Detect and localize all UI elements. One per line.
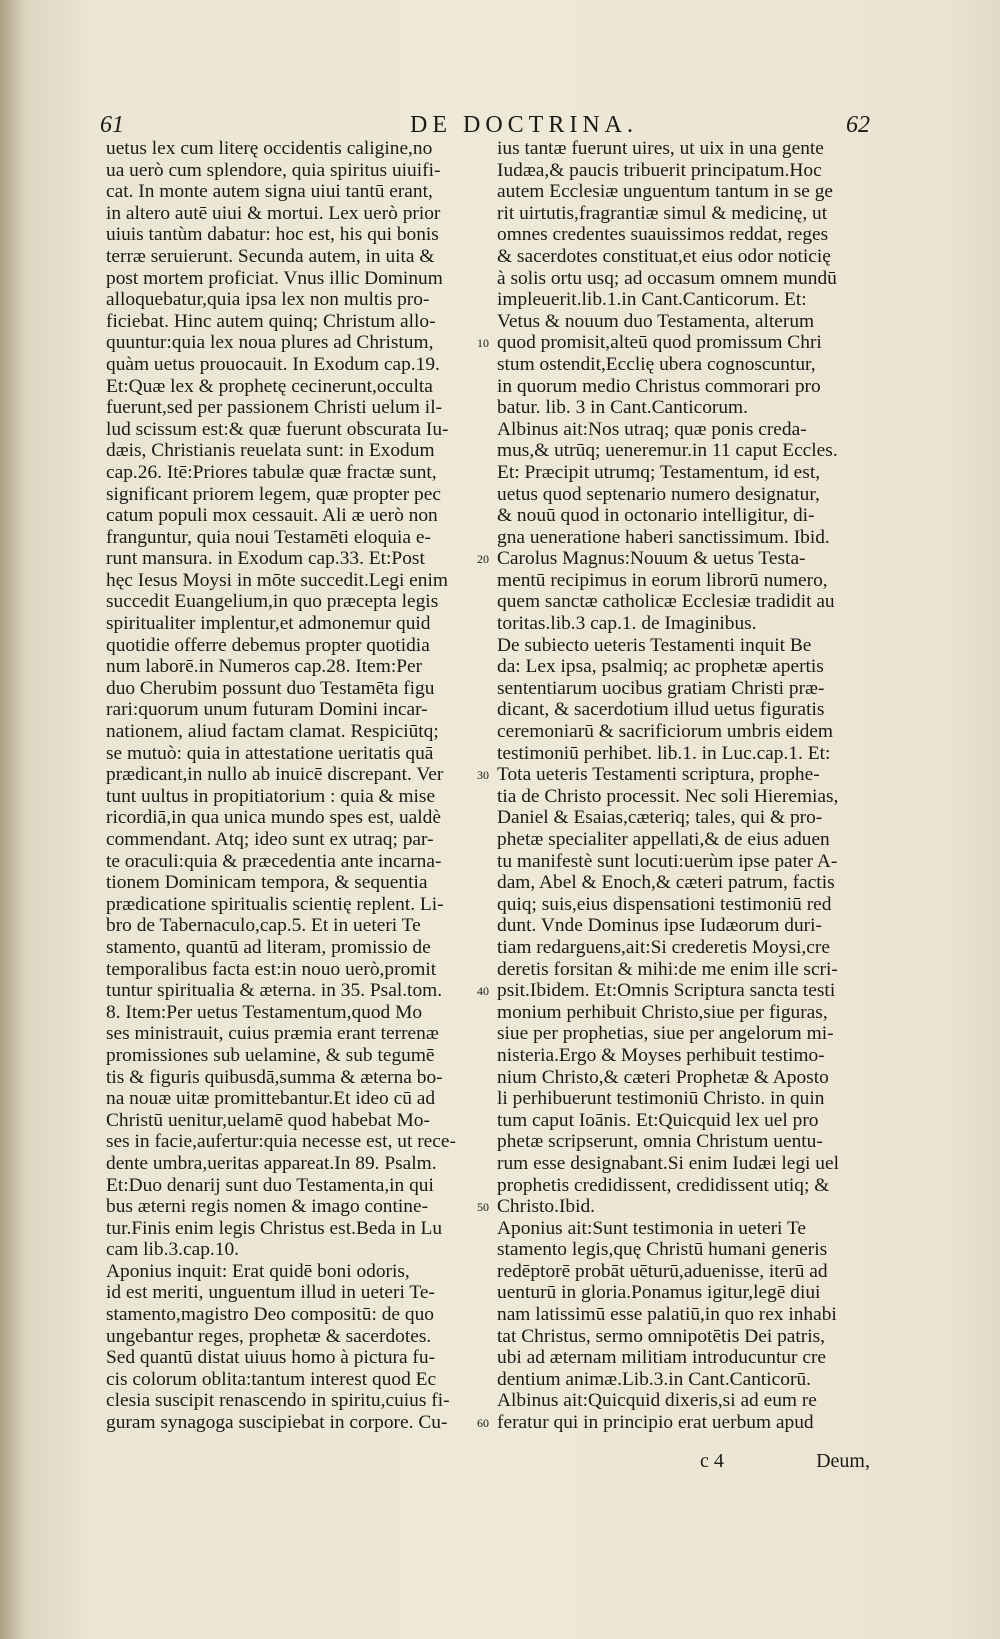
running-title: DE DOCTRINA. [410, 112, 638, 138]
text-line: tiam redarguens,ait:Si crederetis Moysi,cre [497, 936, 830, 958]
text-line: quod promisit,alteū quod promissum Chri [497, 332, 822, 354]
text-line: & sacerdotes constituat,et eius odor noticię [497, 245, 831, 267]
text-line: bro de Tabernaculo,cap.5. Et in ueteri Te [106, 915, 421, 937]
text-line: rum esse designabant.Si enim Iudæi legi uel [497, 1152, 839, 1174]
text-line: Tota ueteris Testamenti scriptura, prophe- [497, 764, 820, 786]
text-line: te oraculi:quia & præcedentia ante incarna- [106, 850, 442, 872]
catchword: Deum, [816, 1450, 870, 1472]
text-line: tu manifestè sunt locuti:uerùm ipse pater A- [497, 850, 838, 872]
left-page-number: 61 [100, 112, 124, 138]
text-line: rit uirtutis,fragrantiæ simul & medicinę, ut [497, 202, 828, 224]
text-line: id est meriti, unguentum illud in ueteri Te- [106, 1282, 435, 1304]
text-line: promissiones sub uelamine, & sub tegumē [106, 1044, 435, 1066]
text-line: clesia suscipit renascendo in spiritu,cuius fi- [106, 1390, 450, 1412]
text-line: cam lib.3.cap.10. [106, 1239, 239, 1261]
text-line: commendant. Atq; ideo sunt ex utraq; par- [106, 829, 434, 850]
text-line: phetæ specialiter appellati,& de eius aduen [497, 829, 830, 850]
text-line: post mortem proficiat. Vnus illic Dominum [106, 267, 443, 289]
text-line: uenturū in gloria.Ponamus igitur,legē diui [497, 1282, 821, 1304]
line-number: 10 [477, 336, 489, 351]
text-line: ius tantæ fuerunt uires, ut uix in una gente [497, 138, 824, 159]
text-line: ungebantur reges, prophetæ & sacerdotes. [106, 1325, 432, 1347]
text-line: dicant, & sacerdotium illud uetus figuratis [497, 699, 825, 721]
text-line: tur.Finis enim legis Christus est.Beda in Lu [106, 1217, 443, 1239]
text-line: tionem Dominicam tempora, & sequentia [106, 872, 428, 894]
text-line: ses in facie,aufertur:quia necesse est, ut rece- [106, 1131, 456, 1153]
text-line: terræ seruierunt. Secunda autem, in uita & [106, 245, 435, 267]
text-line: batur. lib. 3 in Cant.Canticorum. [497, 397, 748, 419]
text-line: Aponius inquit: Erat quidē boni odoris, [106, 1260, 410, 1282]
text-line: nationem, aliud factam clamat. Respiciūtq; [106, 721, 439, 743]
text-line: uetus quod septenario numero designatur, [497, 483, 820, 505]
text-line: catum populi mox cessauit. Ali æ uerò non [106, 505, 438, 527]
text-line: quem sanctæ catholicæ Ecclesiæ tradidit au [497, 591, 835, 613]
line-number: 60 [477, 1416, 489, 1431]
text-line: sententiarum uocibus gratiam Christi præ- [497, 677, 825, 699]
text-line: Daniel & Esaias,cæteriq; tales, qui & pro- [497, 807, 823, 829]
text-line: Sed quantū distat uiuus homo à pictura fu- [106, 1347, 436, 1369]
text-line: quuntur:quia lex noua plures ad Christum, [106, 332, 434, 354]
text-line: tuntur spiritualia & æterna. in 35. Psal.tom. [106, 980, 443, 1002]
right-text-column [497, 138, 859, 1434]
text-line: prædicant,in nullo ab inuicē discrepant. Ver [106, 764, 444, 786]
text-line: Albinus ait:Quicquid dixeris,si ad eum re [497, 1390, 817, 1412]
text-line: cis colorum oblita:tantum interest quod Ec [106, 1368, 437, 1390]
line-number: 50 [477, 1200, 489, 1215]
left-text-column [106, 138, 466, 1434]
text-line: hęc Iesus Moysi in mōte succedit.Legi enim [106, 569, 448, 591]
text-line: se mutuò: quia in attestatione ueritatis quā [106, 742, 434, 764]
text-line: ficiebat. Hinc autem quinq; Christum allo- [106, 310, 436, 332]
text-line: Christū uenitur,uelamē quod habebat Mo- [106, 1109, 430, 1131]
text-line: bus æterni regis nomen & imago contine- [106, 1196, 429, 1218]
signature-mark: c 4 [700, 1450, 724, 1472]
text-line: guram synagoga suscipiebat in corpore. Cu- [106, 1412, 448, 1434]
text-line: nisteria.Ergo & Moyses perhibuit testimo- [497, 1044, 825, 1066]
text-line: Carolus Magnus:Nouum & uetus Testa- [497, 548, 806, 570]
line-number: 40 [477, 984, 489, 999]
text-line: dente umbra,ueritas appareat.In 89. Psalm. [106, 1152, 437, 1174]
text-line: na nouæ uitæ promittebantur.Et ideo cū ad [106, 1088, 436, 1110]
text-line: cap.26. Itē:Priores tabulæ quæ fractæ sunt, [106, 461, 437, 483]
text-line: impleuerit.lib.1.in Cant.Canticorum. Et: [497, 289, 807, 311]
text-line: dunt. Vnde Dominus ipse Iudæorum duri- [497, 915, 822, 937]
text-line: phetæ scripserunt, omnia Christum uentu- [497, 1131, 823, 1153]
text-line: spiritualiter implentur,et admonemur quid [106, 613, 431, 635]
text-line: monium perhibuit Christo,siue per figuras, [497, 1001, 828, 1023]
text-line: feratur qui in principio erat uerbum apud [497, 1412, 814, 1434]
text-line: in altero autē uiui & mortui. Lex uerò prior [106, 202, 441, 224]
text-line: siue per prophetias, siue per angelorum mi- [497, 1023, 834, 1045]
text-line: 8. Item:Per uetus Testamentum,quod Mo [106, 1001, 423, 1023]
text-line: gna ueneratione haberi sanctissimum. Ibid. [497, 526, 830, 548]
text-line: Albinus ait:Nos utraq; quæ ponis creda- [497, 418, 807, 440]
text-line: mentū recipimus in eorum librorū numero, [497, 569, 828, 591]
text-line: tis & figuris quibusdā,summa & æterna bo- [106, 1066, 443, 1088]
text-line: omnes credentes suauissimos reddat, reges [497, 224, 829, 246]
text-line: temporalibus facta est:in nouo uerò,promit [106, 958, 437, 980]
text-line: prædicatione spiritualis scientię replent. Li- [106, 893, 444, 915]
text-line: Et:Quæ lex & prophetę cecinerunt,occulta [106, 375, 433, 397]
text-line: stamento legis,quę Christū humani generis [497, 1239, 828, 1261]
text-line: testimoniū perhibet. lib.1. in Luc.cap.1. Et: [497, 742, 831, 764]
text-line: nium Christo,& cæteri Prophetæ & Aposto [497, 1066, 829, 1088]
text-line: & nouū quod in octonario intelligitur, di- [497, 505, 815, 527]
right-page-number: 62 [846, 112, 870, 138]
text-line: succedit Euangelium,in quo præcepta legis [106, 591, 439, 613]
text-line: dentium animæ.Lib.3.in Cant.Canticorū. [497, 1368, 811, 1390]
line-number: 20 [477, 552, 489, 567]
text-line: mus,& utrūq; ueneremur.in 11 caput Eccles. [497, 440, 838, 462]
text-line: stamento,magistro Deo compositū: de quo [106, 1304, 434, 1326]
text-line: Et:Duo denarij sunt duo Testamenta,in qui [106, 1174, 434, 1196]
text-line: toritas.lib.3 cap.1. de Imaginibus. [497, 613, 757, 635]
text-line: ubi ad æternam militiam introducuntur cre [497, 1347, 827, 1369]
text-line: Iudæa,& paucis tribuerit principatum.Hoc [497, 159, 822, 181]
text-line: nam latissimū esse palatiū,in quo rex inhabi [497, 1304, 837, 1326]
text-line: Aponius ait:Sunt testimonia in ueteri Te [497, 1217, 807, 1239]
text-line: à solis ortu usq; ad occasum omnem mundū [497, 267, 837, 289]
text-line: rari:quorum unum futuram Domini incar- [106, 699, 428, 721]
text-line: num laborē.in Numeros cap.28. Item:Per [106, 656, 423, 678]
line-number: 30 [477, 768, 489, 783]
text-line: in quorum medio Christus commorari pro [497, 375, 821, 397]
text-line: stamento, quantū ad literam, promissio de [106, 936, 431, 958]
text-line: Christo.Ibid. [497, 1196, 596, 1218]
text-line: ua uerò cum splendore, quia spiritus uiuifi- [106, 159, 441, 181]
text-line: cat. In monte autem signa uiui tantū erant, [106, 181, 433, 203]
text-line: fuerunt,sed per passionem Christi uelum il- [106, 397, 443, 419]
text-line: quiq; suis,eius dispensationi testimoniū red [497, 893, 832, 915]
text-line: uetus lex cum literę occidentis caligine,no [106, 138, 433, 159]
text-line: Et: Præcipit utrumq; Testamentum, id est, [497, 461, 821, 483]
page-footer [700, 1450, 870, 1474]
text-line: deretis forsitan & mihi:de me enim ille scri- [497, 958, 838, 980]
text-line: ses ministrauit, cuius præmia erant terrenæ [106, 1023, 439, 1045]
gutter-shadow [0, 0, 22, 1639]
text-line: ceremoniarū & sacrificiorum umbris eidem [497, 721, 833, 743]
text-line: alloquebatur,quia ipsa lex non multis pro- [106, 289, 430, 311]
text-line: quotidie offerre debemus propter quotidia [106, 634, 430, 656]
text-line: dæis, Christianis reuelata sunt: in Exodum [106, 440, 435, 462]
text-line: significant priorem legem, quæ propter pec [106, 483, 441, 505]
text-line: ricordiā,in qua unica mundo spes est, ualdè [106, 807, 441, 829]
text-line: De subiecto ueteris Testamenti inquit Be [497, 634, 812, 656]
text-line: runt mansura. in Exodum cap.33. Et:Post [106, 548, 425, 570]
text-line: li perhibuerunt testimoniū Christo. in quin [497, 1088, 825, 1110]
text-line: prophetis credidissent, credidissent utiq; & [497, 1174, 830, 1196]
text-line: quàm uetus prouocauit. In Exodum cap.19. [106, 353, 440, 375]
text-line: autem Ecclesiæ unguentum tantum in se ge [497, 181, 834, 203]
text-line: Vetus & nouum duo Testamenta, alterum [497, 310, 815, 332]
text-line: da: Lex ipsa, psalmiq; ac prophetæ apertis [497, 656, 824, 678]
text-line: tat Christus, sermo omnipotētis Dei patris, [497, 1325, 825, 1347]
text-line: uiuis tantùm dabatur: hoc est, his qui bonis [106, 224, 439, 246]
text-line: tia de Christo processit. Nec soli Hieremias, [497, 785, 839, 807]
text-line: lud scissum est:& quæ fuerunt obscurata Iu- [106, 418, 449, 440]
text-line: dam, Abel & Enoch,& cæteri patrum, factis [497, 872, 835, 894]
text-line: franguntur, quia noui Testamēti eloquia e- [106, 526, 431, 548]
text-line: tum caput Ioānis. Et:Quicquid lex uel pro [497, 1109, 819, 1131]
text-line: tunt uultus in propitiatorium : quia & mise [106, 785, 436, 807]
text-line: redēptorē probāt uēturū,aduenisse, iterū ad [497, 1260, 828, 1282]
text-line: duo Cherubim possunt duo Testamēta figu [106, 677, 435, 699]
text-line: stum ostendit,Ecclię ubera cognoscuntur, [497, 353, 816, 375]
text-line: psit.Ibidem. Et:Omnis Scriptura sancta testi [497, 980, 836, 1002]
